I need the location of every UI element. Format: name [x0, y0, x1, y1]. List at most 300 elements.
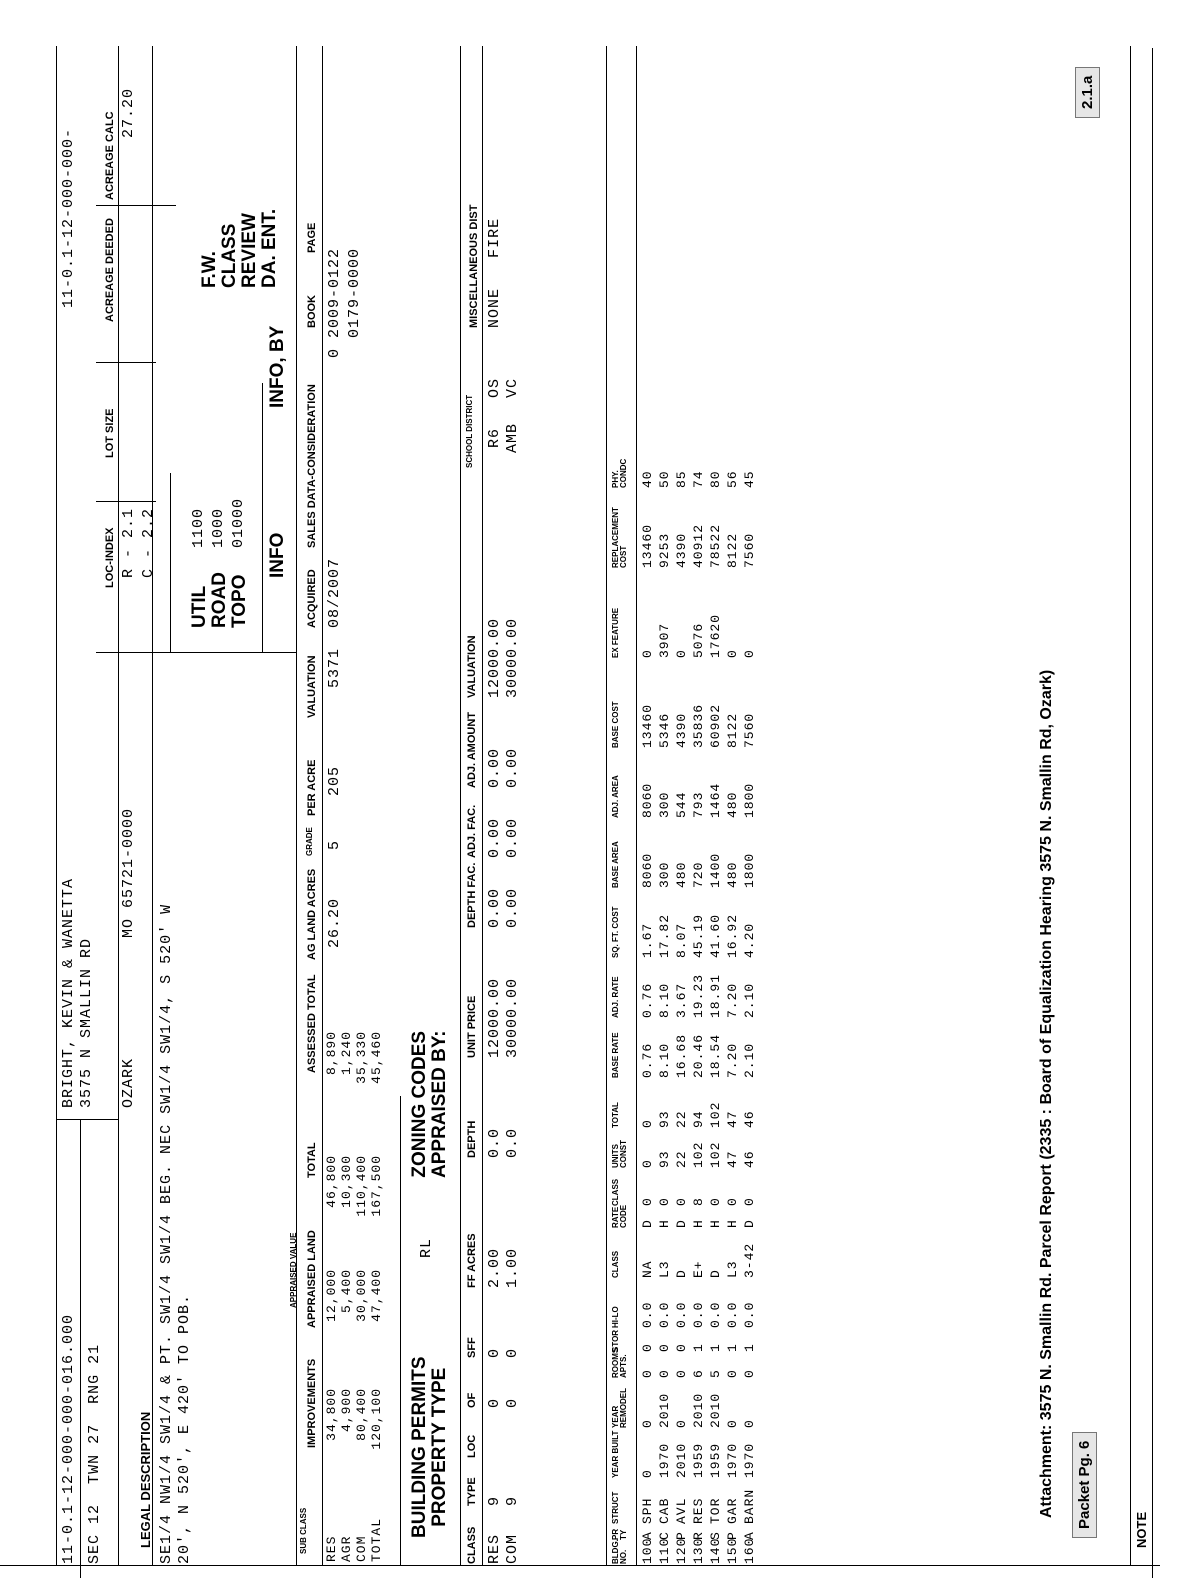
structure-cell-cl: D	[674, 1269, 689, 1278]
values-cell-assessed: 1,240	[339, 1031, 354, 1076]
structure-cell-yb: 1959	[708, 1442, 723, 1478]
structure-cell-bc: 35836	[691, 703, 706, 748]
structure-cell-pr: P	[725, 1531, 740, 1540]
structure-cell-ar: 0.76	[640, 982, 655, 1018]
structure-cell-ar: 7.20	[725, 982, 740, 1018]
structure-cell-rm: 0	[657, 1369, 672, 1378]
structure-cell-rep: 7560	[742, 532, 757, 568]
util-label: UTIL	[189, 585, 210, 628]
structure-cell-no: 100	[640, 1537, 655, 1564]
structure-header-3: YEAR BUILT	[611, 1430, 620, 1478]
attachment-caption: Attachment: 3575 N. Smallin Rd. Parcel Report (2335 : Board of Equalization Hearing 3575 N. Smallin Rd, Ozark)	[1038, 669, 1055, 1518]
structure-cell-ba: 1400	[708, 852, 723, 888]
structure-cell-c2: 0	[725, 1197, 740, 1206]
permits-title-2: PROPERTY TYPE	[429, 1367, 450, 1527]
structure-header-12: TOTAL	[611, 1102, 620, 1128]
rule	[322, 46, 323, 1566]
structure-header-15: SQ. FT. COST	[611, 906, 620, 958]
structure-cell-br: 8.10	[657, 1042, 672, 1078]
land-header-8: DEPTH FAC.	[466, 862, 478, 928]
loc-c: C - 2.2	[140, 507, 157, 578]
land-cell-of: 0	[504, 1397, 521, 1408]
packet-page-badge: Packet Pg. 6	[1072, 1432, 1097, 1538]
structure-cell-aa: 1464	[708, 782, 723, 818]
acquired-label: ACQUIRED	[306, 569, 318, 628]
lot-size-label: LOT SIZE	[104, 408, 116, 458]
parcel-id: 11-0.1-12-000-000-016.000	[60, 1313, 77, 1564]
structure-header-17: ADJ. AREA	[611, 775, 620, 818]
land-header-7: UNIT PRICE	[466, 995, 478, 1058]
structure-cell-hl: 0.0	[691, 1301, 706, 1328]
structure-cell-yb: 1970	[725, 1442, 740, 1478]
structure-cell-rc: H	[691, 1219, 706, 1228]
structure-cell-cl: NA	[640, 1260, 655, 1278]
structure-cell-phy: 50	[657, 470, 672, 488]
zoning-title-2: APPRAISED BY:	[429, 1030, 450, 1178]
page-label: PAGE	[306, 222, 318, 253]
topo-label: TOPO	[229, 574, 250, 628]
structure-cell-rep: 9253	[657, 532, 672, 568]
land-header-6: DEPTH	[466, 1120, 478, 1158]
valuation-value: 5371	[326, 647, 343, 688]
structure-cell-sto: 0	[674, 1343, 689, 1352]
land-header-9: ADJ. FAC.	[466, 804, 478, 858]
structure-cell-rc: D	[640, 1219, 655, 1228]
land-cell-type: 9	[504, 1495, 521, 1506]
divider	[96, 205, 176, 206]
values-cell-imp: 34,800	[324, 1388, 339, 1441]
structure-cell-no: 120	[674, 1537, 689, 1564]
twn-label: TWN	[86, 1453, 103, 1484]
structure-cell-st: GAR	[725, 1497, 740, 1524]
structure-cell-aa: 1800	[742, 782, 757, 818]
values-cell-total: 110,400	[354, 1155, 369, 1217]
city: OZARK	[120, 1057, 137, 1108]
structure-cell-aa: 793	[691, 791, 706, 818]
values-cell-imp: 4,900	[339, 1388, 354, 1433]
structure-cell-yr: 2010	[691, 1392, 706, 1428]
per-acre-value: 205	[326, 765, 343, 796]
structure-cell-tot: 0	[640, 1119, 655, 1128]
misc-row-2: VC	[504, 377, 521, 398]
structure-cell-sq: 8.07	[674, 922, 689, 958]
sales-label: SALES DATA-CONSIDERATION	[306, 384, 318, 548]
structure-cell-rc: H	[657, 1219, 672, 1228]
structure-header-21: PHY. CONDC	[611, 458, 628, 488]
land-header-11: VALUATION	[466, 635, 478, 698]
structure-cell-sto: 0	[640, 1343, 655, 1352]
zoning-title-1: ZONING CODES	[409, 1030, 430, 1178]
structure-cell-st: CAB	[657, 1497, 672, 1524]
rng-label: RNG	[86, 1373, 103, 1404]
structure-cell-tot: 94	[691, 1110, 706, 1128]
land-header-0: CLASS	[466, 1526, 478, 1564]
structure-cell-hl: 0.0	[674, 1301, 689, 1328]
structure-cell-yb: 1970	[657, 1442, 672, 1478]
structure-cell-bc: 5346	[657, 712, 672, 748]
structure-cell-ex: 0	[725, 649, 740, 658]
values-cell-cls: RES	[324, 1535, 339, 1562]
structure-cell-rm: 0	[640, 1369, 655, 1378]
land-cell-cls: RES	[486, 1533, 503, 1564]
structure-cell-sq: 17.82	[657, 913, 672, 958]
info-by-label: INFO, BY	[267, 325, 288, 408]
structure-header-5: ROOMS APTS.	[611, 1347, 628, 1378]
structure-cell-rep: 13460	[640, 523, 655, 568]
structure-header-10: CLASS	[611, 1178, 620, 1206]
rule	[636, 46, 637, 1566]
structure-cell-uc: 22	[674, 1150, 689, 1168]
rule	[152, 46, 153, 1566]
valuation-label: VALUATION	[306, 655, 318, 718]
structure-header-6: STOR	[611, 1329, 620, 1352]
land-cell-unit: 12000.00	[486, 977, 503, 1058]
structure-cell-yr: 0	[640, 1419, 655, 1428]
rng-value: 21	[86, 1343, 103, 1364]
values-row	[339, 1029, 354, 1564]
values-cell-cls: COM	[354, 1535, 369, 1562]
divider	[96, 501, 156, 502]
book-value-1: 2009-0122	[326, 247, 343, 338]
structure-cell-st: AVL	[674, 1497, 689, 1524]
frame-left	[0, 1565, 1160, 1566]
structure-cell-aa: 8060	[640, 782, 655, 818]
structure-cell-c2: 0	[708, 1197, 723, 1206]
structure-cell-uc: 102	[691, 1141, 706, 1168]
divider	[96, 652, 296, 653]
divider	[56, 1119, 118, 1120]
structure-cell-phy: 74	[691, 470, 706, 488]
land-header-2: LOC	[466, 1434, 478, 1458]
land-cell-type: 9	[486, 1495, 503, 1506]
structure-cell-ex: 0	[674, 649, 689, 658]
structure-cell-rep: 8122	[725, 532, 740, 568]
misc-fire: FIRE	[486, 217, 503, 258]
structure-cell-pr: R	[691, 1531, 706, 1540]
structure-cell-bc: 8122	[725, 712, 740, 748]
values-cell-assessed: 8,890	[324, 1031, 339, 1076]
structure-cell-rc: H	[708, 1219, 723, 1228]
structure-cell-aa: 480	[725, 791, 740, 818]
structure-cell-no: 110	[657, 1537, 672, 1564]
sec-value: 12	[86, 1503, 103, 1524]
values-cell-assessed: 35,330	[354, 1031, 369, 1084]
structure-cell-br: 18.54	[708, 1033, 723, 1078]
land-cell-sff: 0	[486, 1347, 503, 1358]
structure-cell-cl: E+	[691, 1260, 706, 1278]
structure-cell-c2: 0	[742, 1197, 757, 1206]
note-label: NOTE	[1134, 1511, 1149, 1548]
structure-cell-sto: 1	[691, 1343, 706, 1352]
structure-cell-tot: 47	[725, 1110, 740, 1128]
structure-cell-no: 150	[725, 1537, 740, 1564]
sub-class-label: SUB CLASS	[299, 1507, 308, 1554]
structure-cell-rm: 0	[674, 1369, 689, 1378]
attachment-tag: 2.1.a	[1075, 67, 1100, 118]
land-cell-sff: 0	[504, 1347, 521, 1358]
structure-cell-rm: 5	[708, 1369, 723, 1378]
structure-cell-yb: 1959	[691, 1442, 706, 1478]
land-cell-afac: 0.00	[486, 817, 503, 858]
structure-cell-rc: D	[674, 1219, 689, 1228]
structure-cell-uc: 102	[708, 1141, 723, 1168]
structure-cell-sq: 45.19	[691, 913, 706, 958]
structure-cell-br: 20.46	[691, 1033, 706, 1078]
structure-cell-bc: 7560	[742, 712, 757, 748]
land-header-1: TYPE	[466, 1477, 478, 1506]
structure-cell-c2: 0	[640, 1197, 655, 1206]
land-cell-cls: COM	[504, 1533, 521, 1564]
land-cell-dfac: 0.00	[486, 887, 503, 928]
structure-cell-sq: 16.92	[725, 913, 740, 958]
misc-dist-label: MISCELLANEOUS DIST	[468, 204, 480, 328]
frame-bottom	[1152, 48, 1153, 1578]
land-cell-val: 30000.00	[504, 617, 521, 698]
structure-cell-pr: S	[708, 1531, 723, 1540]
land-cell-dfac: 0.00	[504, 887, 521, 928]
structure-header-9: RATE CODE	[611, 1204, 628, 1228]
structure-cell-hl: 0.0	[742, 1301, 757, 1328]
structure-cell-rm: 0	[742, 1369, 757, 1378]
structure-cell-sq: 4.20	[742, 922, 757, 958]
rule	[460, 46, 461, 1566]
structure-cell-no: 130	[691, 1537, 706, 1564]
sec-twn-rng	[86, 1344, 103, 1564]
structure-cell-st: BARN	[742, 1488, 757, 1524]
values-cell-total: 10,300	[339, 1155, 354, 1208]
structure-cell-hl: 0.0	[708, 1301, 723, 1328]
structure-cell-br: 0.76	[640, 1042, 655, 1078]
land-cell-ff: 1.00	[504, 1247, 521, 1288]
structure-cell-phy: 40	[640, 470, 655, 488]
values-cell-land: 5,400	[339, 1269, 354, 1314]
structure-cell-yr: 0	[674, 1419, 689, 1428]
structure-header-7: HI-LO	[611, 1306, 620, 1328]
structure-cell-pr: P	[674, 1531, 689, 1540]
values-row	[369, 1029, 384, 1564]
road-label: ROAD	[209, 572, 230, 628]
legal-line-1: SE1/4 NW1/4 SW1/4 & PT. SW1/4 SW1/4 BEG. NEC SW1/4 SW1/4, S 520' W	[158, 903, 175, 1564]
structure-header-16: BASE AREA	[611, 841, 620, 888]
structure-cell-phy: 80	[708, 470, 723, 488]
divider	[96, 362, 156, 363]
values-cell-cls: AGR	[339, 1535, 354, 1562]
structure-cell-cl: D	[708, 1269, 723, 1278]
fw-label	[200, 209, 280, 288]
land-cell-adj: 0.00	[486, 747, 503, 788]
structure-cell-ex: 0	[742, 649, 757, 658]
owner-name: BRIGHT, KEVIN & WANETTA	[60, 877, 77, 1108]
land-header-5: FF ACRES	[466, 1233, 478, 1288]
structure-cell-uc: 47	[725, 1150, 740, 1168]
values-cell-cls: TOTAL	[369, 1517, 384, 1562]
structure-cell-ar: 19.23	[691, 973, 706, 1018]
structure-cell-st: TOR	[708, 1497, 723, 1524]
structure-cell-hl: 0.0	[657, 1301, 672, 1328]
structure-header-14: ADJ. RATE	[611, 976, 620, 1018]
book-label: BOOK	[306, 295, 318, 328]
info-label: INFO	[267, 532, 288, 578]
values-cell-assessed: 45,460	[369, 1031, 384, 1084]
top-rule	[56, 46, 57, 1566]
land-cell-of: 0	[486, 1397, 503, 1408]
structure-cell-yb: 0	[640, 1469, 655, 1478]
structure-cell-c2: 0	[657, 1197, 672, 1206]
structure-cell-yb: 2010	[674, 1442, 689, 1478]
loc-index-label: LOC-INDEX	[104, 527, 116, 588]
structure-cell-ar: 18.91	[708, 973, 723, 1018]
parcel-id-right: 11-0.1-12-000-000-	[60, 127, 77, 308]
road-value: 1000	[210, 507, 227, 548]
acreage-calc-value: 27.20	[120, 87, 137, 138]
topo-value: 01000	[230, 497, 247, 548]
rule	[296, 46, 297, 1566]
structure-cell-ba: 480	[725, 861, 740, 888]
values-row	[354, 1029, 369, 1564]
structure-cell-ba: 8060	[640, 852, 655, 888]
values-cell-imp: 120,100	[369, 1388, 384, 1450]
structure-header-0: BLDG. NO.	[611, 1539, 628, 1564]
structure-cell-rc: D	[742, 1219, 757, 1228]
rule	[170, 473, 171, 653]
per-acre-label: PER ACRE	[306, 759, 318, 816]
zoning-codes-title	[410, 1031, 450, 1178]
values-table	[324, 1029, 384, 1564]
structure-cell-st: SPH	[640, 1497, 655, 1524]
structure-cell-rep: 40912	[691, 523, 706, 568]
acreage-calc-label: ACREAGE CALC	[104, 111, 116, 200]
appraised-land-label: APPRAISED LAND	[306, 1230, 318, 1328]
structure-cell-uc: 93	[657, 1150, 672, 1168]
rule	[80, 1120, 81, 1578]
structure-cell-sto: 1	[742, 1343, 757, 1352]
land-cell-adj: 0.00	[504, 747, 521, 788]
structure-cell-rm: 0	[725, 1369, 740, 1378]
building-permits-title	[410, 1356, 450, 1538]
structure-cell-no: 160	[742, 1537, 757, 1564]
structure-header-20: REPLACEMENT COST	[611, 507, 628, 568]
structure-cell-c2: 0	[674, 1197, 689, 1206]
twn-value: 27	[86, 1423, 103, 1444]
misc-os: OS	[486, 377, 503, 398]
structure-cell-sto: 1	[725, 1343, 740, 1352]
structure-cell-ex: 17620	[708, 613, 723, 658]
rule	[118, 46, 119, 1566]
school-value-1: R6	[486, 427, 503, 448]
land-cell-val: 12000.00	[486, 617, 503, 698]
land-cell-unit: 30000.00	[504, 977, 521, 1058]
structure-cell-rep: 4390	[674, 532, 689, 568]
school-value-2: AMB	[504, 422, 521, 453]
grade-label: GRADE	[305, 827, 314, 856]
structure-cell-rep: 78522	[708, 523, 723, 568]
consideration-value: 0	[326, 347, 343, 358]
structure-cell-pr: A	[742, 1531, 757, 1540]
structure-cell-phy: 45	[742, 470, 757, 488]
structure-header-19: EX FEATURE	[611, 607, 620, 658]
structure-cell-st: RES	[691, 1497, 706, 1524]
permits-title-1: BUILDING PERMITS	[409, 1356, 430, 1538]
structure-cell-yr: 2010	[708, 1392, 723, 1428]
structure-cell-br: 7.20	[725, 1042, 740, 1078]
structure-cell-sto: 0	[657, 1343, 672, 1352]
structure-cell-phy: 56	[725, 470, 740, 488]
structure-cell-ba: 1800	[742, 852, 757, 888]
values-cell-land: 12,000	[324, 1269, 339, 1322]
structure-cell-uc: 46	[742, 1150, 757, 1168]
structure-cell-cl: L3	[657, 1260, 672, 1278]
ag-acres-value: 26.20	[326, 897, 343, 948]
land-cell-depth: 0.0	[504, 1127, 521, 1158]
structure-header-4: YEAR REMODEL	[611, 1388, 628, 1428]
structure-cell-uc: 0	[640, 1159, 655, 1168]
structure-cell-ar: 8.10	[657, 982, 672, 1018]
structure-cell-rm: 6	[691, 1369, 706, 1378]
structure-cell-ar: 3.67	[674, 982, 689, 1018]
values-cell-total: 46,800	[324, 1155, 339, 1208]
structure-cell-yr: 0	[725, 1419, 740, 1428]
structure-header-13: BASE RATE	[611, 1032, 620, 1078]
structure-cell-sq: 41.60	[708, 913, 723, 958]
structure-header-1: PR TY	[611, 1528, 628, 1540]
structure-header-18: BASE COST	[611, 701, 620, 748]
structure-cell-hl: 0.0	[725, 1301, 740, 1328]
structure-cell-bc: 13460	[640, 703, 655, 748]
improvements-label: IMPROVEMENTS	[306, 1358, 318, 1448]
rule	[262, 383, 263, 653]
structure-cell-ba: 480	[674, 861, 689, 888]
land-cell-afac: 0.00	[504, 817, 521, 858]
structure-cell-yr: 0	[742, 1419, 757, 1428]
grade-value: 5	[326, 839, 343, 850]
structure-cell-ba: 720	[691, 861, 706, 888]
state-zip: MO 65721-0000	[120, 807, 137, 938]
land-header-3: OF	[466, 1392, 478, 1408]
structure-cell-ex: 0	[640, 649, 655, 658]
structure-cell-ex: 5076	[691, 622, 706, 658]
misc-row-1	[486, 218, 503, 398]
structure-cell-cl: L3	[725, 1260, 740, 1278]
land-header-10: ADJ. AMOUNT	[466, 712, 478, 788]
structure-cell-sq: 1.67	[640, 922, 655, 958]
structure-cell-tot: 46	[742, 1110, 757, 1128]
values-cell-total: 167,500	[369, 1155, 384, 1217]
structure-cell-tot: 93	[657, 1110, 672, 1128]
rule	[1130, 46, 1131, 1566]
structure-cell-br: 2.10	[742, 1042, 757, 1078]
values-cell-land: 30,000	[354, 1269, 369, 1322]
ag-land-label: AG LAND ACRES	[306, 868, 318, 960]
appraised-value-label: APPRAISED VALUE	[289, 1232, 298, 1308]
structure-cell-no: 140	[708, 1537, 723, 1564]
structure-header-2: STRUCT	[611, 1491, 620, 1524]
property-type-value: RL	[418, 1237, 435, 1258]
fw-text: F.W.	[199, 251, 220, 288]
values-row	[324, 1029, 339, 1564]
structure-cell-br: 16.68	[674, 1033, 689, 1078]
structure-cell-sto: 1	[708, 1343, 723, 1352]
legal-line-2: 20', N 520', E 420' TO POB.	[176, 1293, 193, 1564]
land-header-4: SFF	[466, 1337, 478, 1358]
structure-cell-pr: A	[640, 1531, 655, 1540]
structure-cell-tot: 22	[674, 1110, 689, 1128]
values-cell-land: 47,400	[369, 1269, 384, 1322]
structure-cell-yb: 1970	[742, 1442, 757, 1478]
rule	[400, 1096, 401, 1566]
da-ent-text: DA. ENT.	[259, 208, 280, 288]
structure-cell-phy: 85	[674, 470, 689, 488]
acquired-value: 08/2007	[326, 557, 343, 628]
